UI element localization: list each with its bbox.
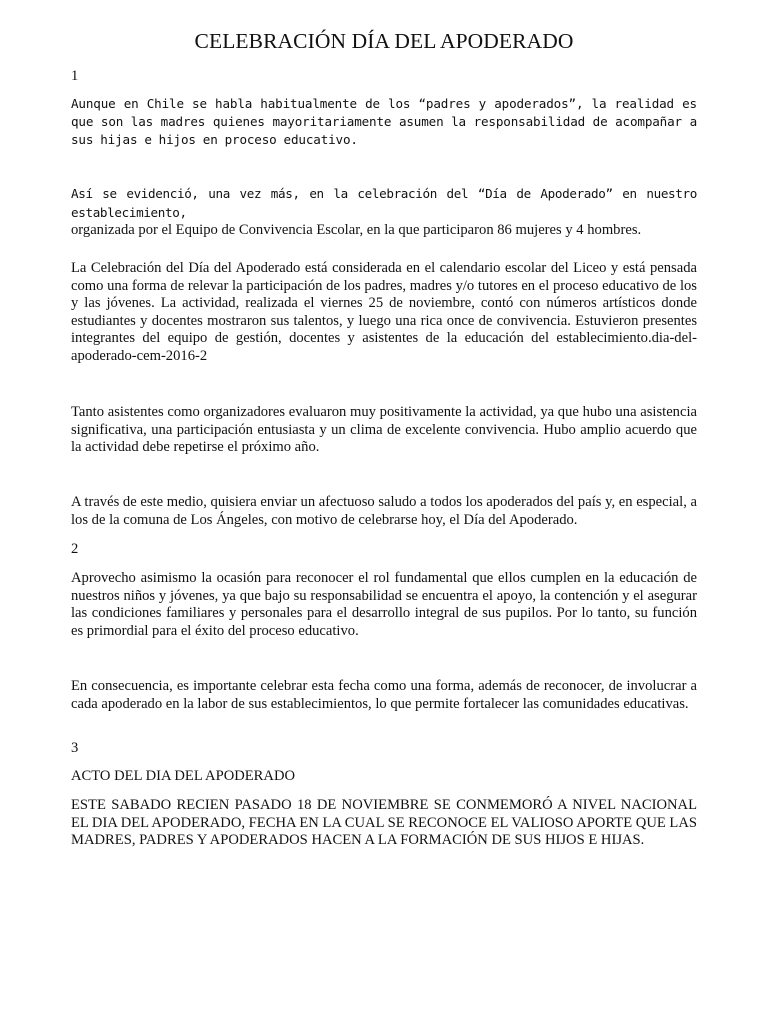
paragraph-8: ESTE SABADO RECIEN PASADO 18 DE NOVIEMBRE SE CONMEMORÓ A NIVEL NACIONAL EL DIA DEL APODERADO, FECHA EN LA CUAL SE RECONOCE EL VALIOSO APORTE QUE LAS MADRES, PADRES Y APODERADOS HACEN A LA FORMACIÓN DE SUS HIJOS E HIJAS. — [71, 797, 697, 849]
paragraph-7: En consecuencia, es importante celebrar esta fecha como una forma, además de reconocer, de involucrar a cada apoderado en la labor de sus establecimientos, lo que permite fortalecer las comunidades educativas. — [71, 678, 697, 712]
paragraph-3: La Celebración del Día del Apoderado está considerada en el calendario escolar del Liceo y está pensada como una forma de relevar la participación de los padres, madres y/o tutores en el proceso educativo de los y las jóvenes. La actividad, realizada el viernes 25 de noviembre, contó con números artísticos donde estudiantes y docentes mostraron sus talentos, y luego una rica once de convivencia. Estuvieron presentes integrantes del equipo de gestión, docentes y asistentes de la educación del establecimiento.dia-del-apoderado-cem-2016-2 — [71, 260, 697, 364]
paragraph-4: Tanto asistentes como organizadores evaluaron muy positivamente la actividad, ya que hubo una asistencia significativa, una participación entusiasta y un clima de excelente convivencia. Hubo amplio acuerdo que la actividad debe repetirse el próximo año. — [71, 404, 697, 456]
section-marker-3: 3 — [71, 740, 79, 756]
acto-heading: ACTO DEL DIA DEL APODERADO — [71, 768, 296, 784]
paragraph-5: A través de este medio, quisiera enviar un afectuoso saludo a todos los apoderados del país y, en especial, a los de la comuna de Los Ángeles, con motivo de celebrarse hoy, el Día del Apoderado. — [71, 494, 697, 528]
section-marker-1: 1 — [71, 68, 79, 84]
paragraph-6: Aprovecho asimismo la ocasión para reconocer el rol fundamental que ellos cumplen en la educación de nuestros niños y jóvenes, ya que bajo su responsabilidad se encuentra el apoyo, la contención y el asegurar las condiciones familiares y personales para el desarrollo integral de sus pupilos. Por lo tanto, su función es primordial para el éxito del proceso educativo. — [71, 570, 697, 639]
paragraph-1: Aunque en Chile se habla habitualmente de los “padres y apoderados”, la realidad es que son las madres quienes mayoritariamente asumen la responsabilidad de acompañar a sus hijas e hijos en proceso educativo. — [71, 96, 697, 147]
section-marker-2: 2 — [71, 541, 79, 557]
document-title: CELEBRACIÓN DÍA DEL APODERADO — [194, 29, 574, 53]
paragraph-2-line-1: Así se evidenció, una vez más, en la celebración del “Día de Apoderado” en nuestro establecimiento, — [71, 186, 697, 220]
paragraph-2-rest: organizada por el Equipo de Convivencia Escolar, en la que participaron 86 mujeres y 4 hombres. — [71, 222, 642, 239]
paragraph-2 — [71, 185, 697, 240]
